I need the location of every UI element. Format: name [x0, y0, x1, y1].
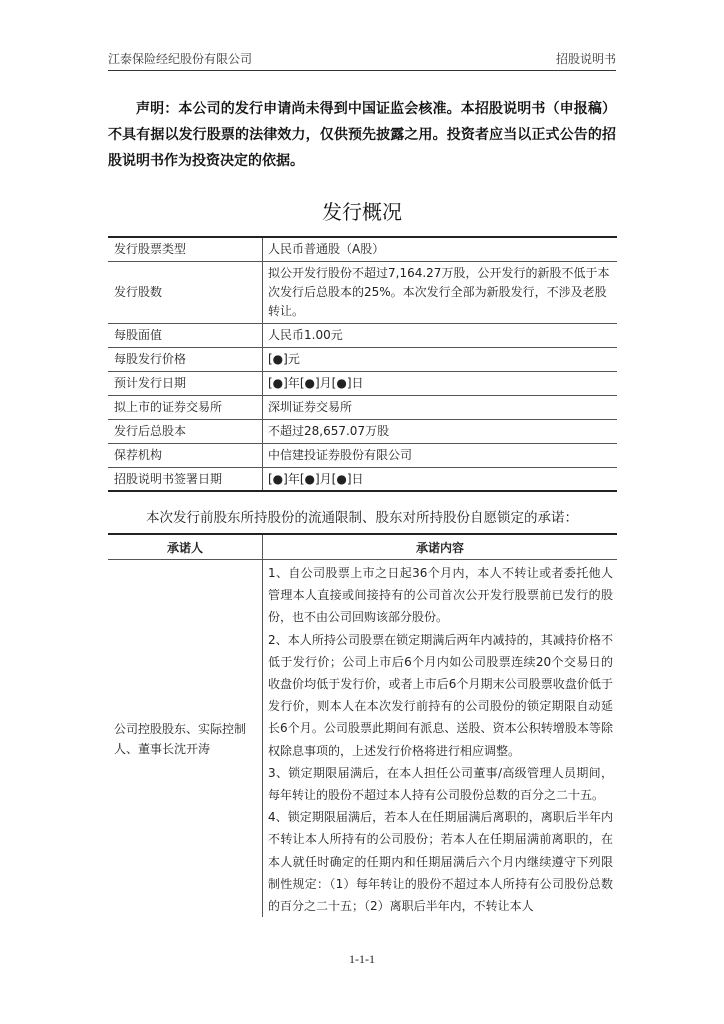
table-row — [108, 395, 617, 419]
header-company: 江泰保险经纪股份有限公司 — [108, 52, 253, 66]
table-row — [108, 323, 617, 347]
row-value: 深圳证券交易所 — [263, 395, 618, 419]
col-header-content: 承诺内容 — [263, 534, 618, 560]
header-rule — [108, 70, 616, 71]
row-label: 每股发行价格 — [108, 347, 263, 371]
section-title: 发行概况 — [322, 200, 402, 224]
commitment-clause-1: 1、自公司股票上市之日起36个月内，本人不转让或者委托他人管理本人直接或间接持有的公司首次公开发行股票前已发行的股份，也不由公司回购该部分股份。 — [268, 566, 613, 625]
page-header — [108, 50, 616, 68]
commitment-clause-3: 3、锁定期限届满后，在本人担任公司董事/高级管理人员期间，每年转让的股份不超过本人持有公司股份总数的百分之二十五。 — [268, 765, 613, 803]
table-header-row — [108, 534, 617, 560]
row-value: [●]年[●]月[●]日 — [263, 371, 618, 395]
table-row — [108, 467, 617, 491]
row-label: 发行后总股本 — [108, 419, 263, 443]
header-doc-type: 招股说明书 — [555, 52, 616, 66]
row-label: 预计发行日期 — [108, 371, 263, 395]
disclaimer-statement: 声明：本公司的发行申请尚未得到中国证监会核准。本招股说明书（申报稿）不具有据以发行股票的法律效力，仅供预先披露之用。投资者应当以正式公告的招股说明书作为投资决定的依据。 — [108, 101, 616, 169]
table-row — [108, 237, 617, 261]
lockup-commitment-table — [108, 533, 617, 917]
commitment-clause-2: 2、本人所持公司股票在锁定期满后两年内减持的，其减持价格不低于发行价；公司上市后6个月内如公司股票连续20个交易日的收盘价均低于发行价，或者上市后6个月期末公司股票收盘价低于发行价，则本人在本次发行前持有的公司股份的锁定期限自动延长6个月。公司股票此期间有派息、送股、资本公积转增股本等除权除息事项的，上述发行价格将进行相应调整。 — [268, 632, 613, 758]
col-header-person: 承诺人 — [108, 534, 263, 560]
row-value: [●]元 — [263, 347, 618, 371]
table-row — [108, 371, 617, 395]
page-number: 1-1-1 — [349, 952, 375, 966]
lockup-commitment-title: 本次发行前股东所持股份的流通限制、股东对所持股份自愿锁定的承诺： — [146, 510, 578, 526]
table-row — [108, 261, 617, 323]
table-row — [108, 560, 617, 918]
table-row — [108, 443, 617, 467]
row-label: 发行股数 — [108, 261, 263, 323]
commitment-person: 公司控股股东、实际控制人、董事长沈开涛 — [108, 560, 263, 918]
row-value: 人民币普通股（A股） — [263, 237, 618, 261]
commitment-clause-4: 4、锁定期限届满后，若本人在任期届满后离职的，离职后半年内不转让本人所持有的公司股份；若本人在任期届满前离职的，在本人就任时确定的任期内和任期届满后六个月内继续遵守下列限制性规定：（1）每年转让的股份不超过本人所持有公司股份总数的百分之二十五；（2）离职后半年内，不转让本人 — [268, 810, 613, 914]
table-row — [108, 419, 617, 443]
row-value: 人民币1.00元 — [263, 323, 618, 347]
row-label: 发行股票类型 — [108, 237, 263, 261]
row-value: 拟公开发行股份不超过7,164.27万股，公开发行的新股不低于本次发行后总股本的25%。本次发行全部为新股发行，不涉及老股转让。 — [263, 261, 618, 323]
row-value: 中信建投证券股份有限公司 — [263, 443, 618, 467]
row-value: 不超过28,657.07万股 — [263, 419, 618, 443]
row-value: [●]年[●]月[●]日 — [263, 467, 618, 491]
offering-overview-table — [108, 236, 617, 492]
commitment-content — [263, 560, 618, 918]
row-label: 保荐机构 — [108, 443, 263, 467]
row-label: 每股面值 — [108, 323, 263, 347]
row-label: 招股说明书签署日期 — [108, 467, 263, 491]
row-label: 拟上市的证券交易所 — [108, 395, 263, 419]
table-row — [108, 347, 617, 371]
